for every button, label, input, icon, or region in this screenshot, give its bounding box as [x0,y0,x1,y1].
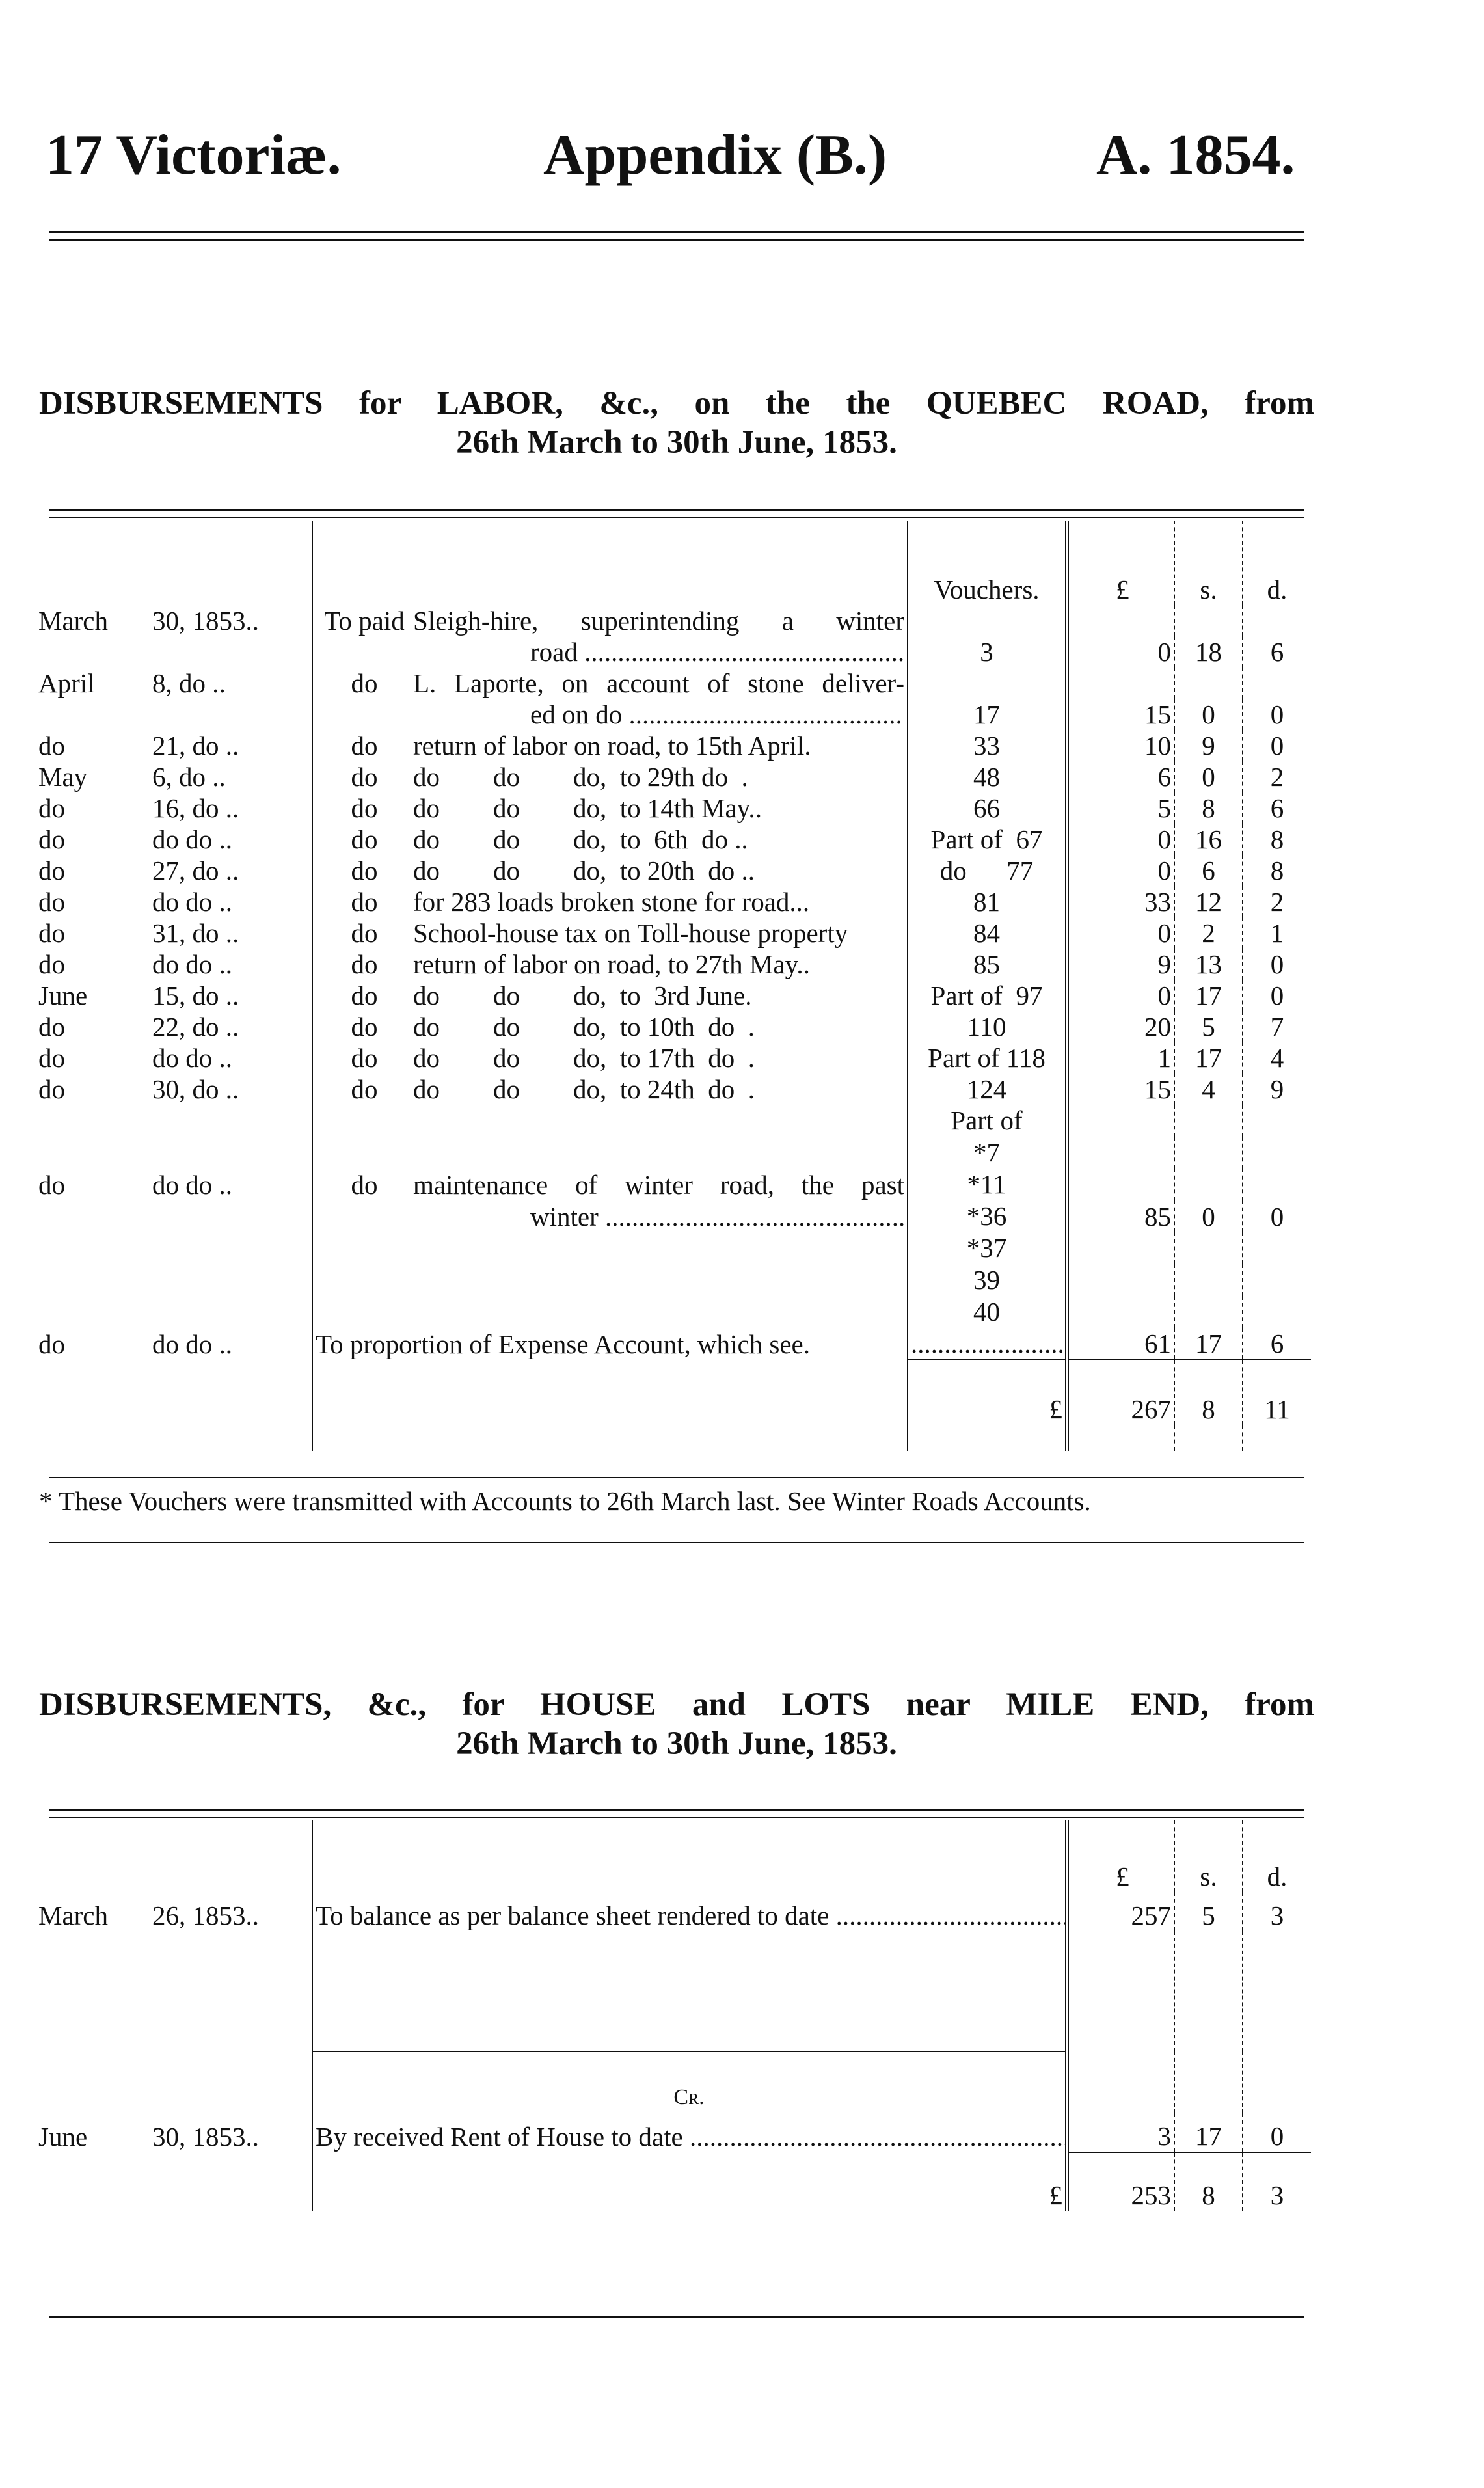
row-day: 6, do .. [152,762,226,792]
ledger-row [36,917,1311,949]
section2-title-line1: DISBURSEMENTS, &c., for HOUSE and LOTS near MILE END, from [39,1686,1314,1723]
ledger-row [36,699,1311,730]
s2-cr-label: Cr. [312,2051,1067,2113]
row-pounds: 6 [1067,761,1174,792]
row-day: 15, do .. [152,980,239,1010]
s2-debit-desc: To balance as per balance sheet rendered to date [316,1900,830,1930]
expense-row [36,1328,1311,1360]
row-prefix: do [351,887,378,917]
winter-description: maintenance of winter road, the past [413,1170,904,1200]
section1-total-row [36,1360,1311,1425]
row-shillings: 17 [1174,1042,1243,1074]
row-pence: 7 [1243,1011,1311,1042]
row-month: do [38,1074,65,1104]
row-pounds: 15 [1067,1074,1174,1105]
row-pounds: 0 [1067,636,1174,668]
row-shillings: 12 [1174,886,1243,917]
vouchers-header: Vouchers. [908,521,1067,605]
section2-table [36,1820,1311,2211]
row-description: do do do, to 20th do .. [413,856,755,886]
row-prefix: do [351,824,378,854]
row-day: 31, do .. [152,918,239,948]
row-shillings: 4 [1174,1074,1243,1105]
s2-debit-row [36,1892,1311,1931]
row-prefix: do [351,856,378,886]
row-pounds: 20 [1067,1011,1174,1042]
s2-credit-s: 17 [1174,2113,1243,2152]
row-pounds: 5 [1067,792,1174,824]
ledger-row [36,855,1311,886]
winter-voucher: 39 [973,1265,1000,1295]
winter-row-line [36,1169,1311,1200]
winter-row-line [36,1232,1311,1264]
ledger-row [36,980,1311,1011]
row-voucher: 3 [908,636,1067,668]
s2-shillings-header: s. [1174,1820,1243,1892]
winter-shillings: 0 [1174,1200,1243,1232]
section2-rule-end [49,2316,1304,2318]
pence-header: d. [1243,521,1311,605]
s2-debit-day: 26, 1853.. [152,1900,259,1930]
section1-table [36,521,1311,1451]
row-month: do [38,856,65,886]
row-month: do [38,793,65,823]
header-center: Appendix (B.) [543,124,887,187]
s2-debit-s: 5 [1174,1892,1243,1931]
section1-total-shillings: 8 [1174,1360,1243,1425]
row-description: School-house tax on Toll-house property [413,918,848,948]
row-pence: 0 [1243,949,1311,980]
winter-voucher: *7 [973,1137,1000,1167]
row-shillings: 2 [1174,917,1243,949]
row-shillings: 13 [1174,949,1243,980]
winter-description-cont: winter [530,1202,599,1232]
expense-day: do do .. [152,1329,232,1359]
winter-day: do do .. [152,1170,232,1200]
row-pence: 9 [1243,1074,1311,1105]
section1-rule-b [49,517,1304,518]
section1-title-line1: DISBURSEMENTS for LABOR, &c., on the the QUEBEC ROAD, from [39,385,1314,422]
row-prefix: do [351,731,378,761]
row-month: do [38,949,65,979]
row-month: do [38,887,65,917]
row-description-cont: road [530,637,578,667]
row-pounds: 0 [1067,980,1174,1011]
s2-credit-desc: By received Rent of House to date [316,2122,683,2152]
s2-total-row [36,2152,1311,2211]
header-right: A. 1854. [1096,124,1295,187]
row-pence: 2 [1243,761,1311,792]
section2-title [39,1685,1314,1763]
row-month: April [38,668,95,698]
winter-pounds: 85 [1067,1200,1174,1232]
row-prefix: do [351,668,378,698]
row-day: do do .. [152,887,232,917]
footnote-rule-top [49,1477,1304,1478]
row-month: March [38,606,109,636]
row-day: 30, 1853.. [152,606,259,636]
row-voucher: do 77 [908,855,1067,886]
header-rule-bottom [49,239,1304,241]
row-prefix: do [351,1012,378,1042]
row-prefix: do [351,793,378,823]
winter-voucher: *36 [966,1201,1007,1231]
section2-rule-b [49,1817,1304,1818]
row-voucher: 84 [908,917,1067,949]
winter-voucher: Part of [951,1105,1023,1135]
row-pounds: 9 [1067,949,1174,980]
section1-footnote: * These Vouchers were transmitted with Accounts to 26th March last. See Winter Roads Accounts. [39,1486,1091,1516]
s2-credit-day: 30, 1853.. [152,2122,259,2152]
winter-row-line [36,1296,1311,1328]
section1-total-pence: 11 [1243,1360,1311,1425]
ledger-row [36,1042,1311,1074]
row-pence: 2 [1243,886,1311,917]
row-month: do [38,918,65,948]
row-voucher: Part of 67 [908,824,1067,855]
winter-prefix: do [351,1170,378,1200]
s2-cr-label-row [36,2051,1311,2113]
row-shillings: 18 [1174,636,1243,668]
row-description: return of labor on road, to 15th April. [413,731,811,761]
row-pence: 1 [1243,917,1311,949]
row-pounds: 1 [1067,1042,1174,1074]
winter-voucher: 40 [973,1297,1000,1327]
ledger-row [36,761,1311,792]
row-prefix: do [351,1074,378,1104]
row-shillings: 17 [1174,980,1243,1011]
ledger-row [36,949,1311,980]
row-day: do do .. [152,949,232,979]
ledger-row-line1 [36,605,1311,636]
row-shillings: 0 [1174,761,1243,792]
row-shillings: 5 [1174,1011,1243,1042]
row-shillings: 0 [1174,699,1243,730]
row-description: return of labor on road, to 27th May.. [413,949,810,979]
winter-voucher: *37 [966,1233,1007,1263]
row-shillings: 6 [1174,855,1243,886]
row-shillings: 9 [1174,730,1243,761]
section1-total-pounds: 267 [1067,1360,1174,1425]
row-month: June [38,980,88,1010]
row-day: 30, do .. [152,1074,239,1104]
row-pence: 0 [1243,980,1311,1011]
row-prefix: do [351,980,378,1010]
s2-pounds-header: £ [1067,1820,1174,1892]
winter-row-line [36,1200,1311,1232]
pounds-header: £ [1067,521,1174,605]
section1-title [39,384,1314,462]
ledger-row [36,636,1311,668]
winter-row-line [36,1105,1311,1137]
section1-column-headers [36,521,1311,605]
row-description: do do do, to 10th do . [413,1012,755,1042]
row-day: 22, do .. [152,1012,239,1042]
row-month: do [38,1043,65,1073]
s2-total-d: 3 [1243,2152,1311,2211]
s2-total-symbol: £ [312,2152,1067,2211]
expense-month: do [38,1329,65,1359]
row-voucher: 85 [908,949,1067,980]
s2-total-l: 253 [1067,2152,1174,2211]
ledger-row [36,792,1311,824]
row-pounds: 10 [1067,730,1174,761]
section1-rows [36,605,1311,1451]
row-description: do do do, to 3rd June. [413,980,752,1010]
winter-voucher: *11 [967,1169,1006,1199]
ledger-row [36,730,1311,761]
s2-debit-month: March [38,1900,109,1930]
row-pounds: 0 [1067,917,1174,949]
row-voucher: Part of 97 [908,980,1067,1011]
row-voucher: 48 [908,761,1067,792]
row-description: Sleigh-hire, superintending a winter [413,606,904,636]
row-description-cont: ed on do [530,699,623,729]
row-prefix: do [351,918,378,948]
row-voucher: 124 [908,1074,1067,1105]
header-left: 17 Victoriæ. [46,124,342,187]
s2-credit-row [36,2113,1311,2152]
winter-month: do [38,1170,65,1200]
row-voucher: 81 [908,886,1067,917]
ledger-row [36,1074,1311,1105]
s2-credit-l: 3 [1067,2113,1174,2152]
winter-pence: 0 [1243,1200,1311,1232]
row-pounds: 0 [1067,855,1174,886]
s2-credit-month: June [38,2122,88,2152]
row-day: 8, do .. [152,668,226,698]
row-description: do do do, to 14th May.. [413,793,762,823]
section1-title-line2: 26th March to 30th June, 1853. [456,424,897,461]
row-description: do do do, to 29th do . [413,762,748,792]
row-description: do do do, to 17th do . [413,1043,755,1073]
row-day: 27, do .. [152,856,239,886]
row-pence: 6 [1243,636,1311,668]
row-shillings: 8 [1174,792,1243,824]
row-pounds: 0 [1067,824,1174,855]
s2-debit-l: 257 [1067,1892,1174,1931]
row-day: do do .. [152,824,232,854]
expense-shillings: 17 [1174,1328,1243,1360]
row-prefix: do [351,762,378,792]
row-pence: 6 [1243,792,1311,824]
row-prefix: do [351,949,378,979]
row-month: do [38,1012,65,1042]
row-voucher: 110 [908,1011,1067,1042]
row-pence: 8 [1243,824,1311,855]
s2-total-s: 8 [1174,2152,1243,2211]
row-month: May [38,762,88,792]
row-day: do do .. [152,1043,232,1073]
expense-pence: 6 [1243,1328,1311,1360]
section2-column-headers [36,1820,1311,1892]
expense-pounds: 61 [1067,1328,1174,1360]
ledger-row-line1 [36,668,1311,699]
row-pence: 4 [1243,1042,1311,1074]
row-voucher: 17 [908,699,1067,730]
row-pounds: 33 [1067,886,1174,917]
row-prefix: To paid [324,606,405,636]
ledger-row [36,1011,1311,1042]
winter-row-line [36,1264,1311,1296]
ledger-row [36,824,1311,855]
row-pence: 0 [1243,730,1311,761]
section2-title-line2: 26th March to 30th June, 1853. [456,1725,897,1762]
footnote-rule-bottom [49,1542,1304,1543]
row-prefix: do [351,1043,378,1073]
row-month: do [38,824,65,854]
row-voucher: 33 [908,730,1067,761]
row-pence: 0 [1243,699,1311,730]
row-pence: 8 [1243,855,1311,886]
row-description: for 283 loads broken stone for road... [413,887,810,917]
row-description: do do do, to 24th do . [413,1074,755,1104]
row-day: 16, do .. [152,793,239,823]
expense-description: To proportion of Expense Account, which see. [312,1328,908,1360]
row-day: 21, do .. [152,731,239,761]
s2-spacer-row [36,1931,1311,2051]
row-month: do [38,731,65,761]
winter-row-line [36,1137,1311,1169]
s2-pence-header: d. [1243,1820,1311,1892]
row-pounds: 15 [1067,699,1174,730]
row-description: do do do, to 6th do .. [413,824,748,854]
row-voucher: 66 [908,792,1067,824]
header-rule-top [49,231,1304,233]
s2-debit-d: 3 [1243,1892,1311,1931]
shillings-header: s. [1174,521,1243,605]
s2-credit-d: 0 [1243,2113,1311,2152]
row-description: L. Laporte, on account of stone deliver- [413,668,904,698]
row-voucher: Part of 118 [908,1042,1067,1074]
section1-rule-a [49,509,1304,511]
section1-total-symbol: £ [908,1360,1067,1425]
section2-rule-a [49,1809,1304,1811]
ledger-row [36,886,1311,917]
row-shillings: 16 [1174,824,1243,855]
